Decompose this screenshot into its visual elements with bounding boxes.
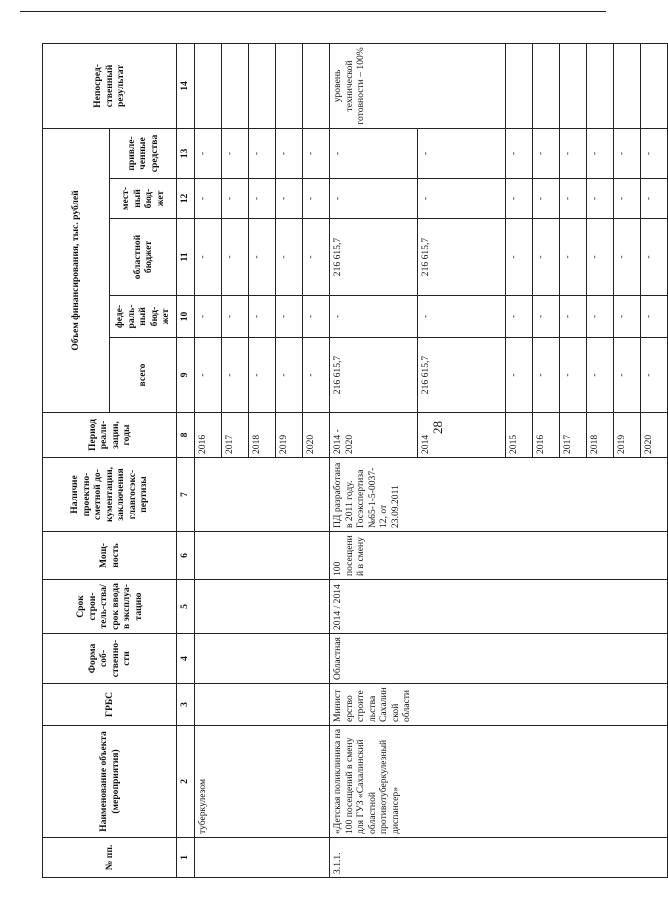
attracted-cell: - [330,128,418,178]
total-cell: - [614,338,641,413]
header-ownership: Форма соб-ственно-сти [43,634,177,684]
total-cell: 216 615,7 [330,338,418,413]
result-cell [249,43,276,128]
regional-cell: - [641,219,668,296]
local-cell: - [330,179,418,219]
attracted-cell: - [533,128,560,178]
federal-cell: - [506,296,533,338]
header-result: Непосред-ственный результат [43,43,177,128]
prev-grbs-cell [195,684,330,726]
total-cell: - [276,338,303,413]
prev-name-cell: туберкулезом [195,726,330,838]
period-cell: 2019 [614,413,641,458]
object-name-cell: «Детская поликлиника на 100 посещений в смену для ГУЗ «Сахалинский областной противотуберкулезный диспансер» [330,726,668,838]
regional-cell: - [249,219,276,296]
result-cell [506,43,533,128]
result-cell [303,43,330,128]
local-cell: - [195,179,222,219]
federal-cell: - [533,296,560,338]
total-cell: - [641,338,668,413]
col-number: 2 [177,726,195,838]
regional-cell: - [506,219,533,296]
financing-table-container [42,44,654,878]
attracted-cell: - [195,128,222,178]
federal-cell: - [303,296,330,338]
col-number: 4 [177,634,195,684]
object-result-cell: уровень технической готовности – 100% [330,43,506,128]
federal-cell: - [641,296,668,338]
object-ownership-cell: Областная [330,634,668,684]
col-number: 5 [177,580,195,634]
regional-cell: - [614,219,641,296]
attracted-cell: - [641,128,668,178]
header-grbs: ГРБС [43,684,177,726]
col-number: 6 [177,532,195,580]
col-number: 10 [177,296,195,338]
local-cell: - [506,179,533,219]
total-cell: - [587,338,614,413]
col-number: 8 [177,413,195,458]
result-cell [195,43,222,128]
local-cell: - [614,179,641,219]
total-cell: - [222,338,249,413]
local-cell: - [222,179,249,219]
col-number: 12 [177,179,195,219]
total-cell: - [533,338,560,413]
result-cell [560,43,587,128]
header-row [43,43,110,877]
local-cell: - [303,179,330,219]
col-number: 7 [177,458,195,532]
attracted-cell: - [614,128,641,178]
period-cell: 2017 [222,413,249,458]
total-cell: 216 615,7 [418,338,506,413]
federal-cell: - [330,296,418,338]
period-cell: 2020 [641,413,668,458]
regional-cell: - [587,219,614,296]
local-cell: - [249,179,276,219]
result-cell [587,43,614,128]
result-cell [641,43,668,128]
result-cell [276,43,303,128]
regional-cell: - [276,219,303,296]
period-cell: 2015 [506,413,533,458]
object-docs-cell: ПД разработана в 2011 году. Госэкспертиза №65-1-5-0037-12, от 23.09.2011 [330,458,668,532]
period-cell: 2016 [533,413,560,458]
local-cell: - [587,179,614,219]
header-regional: областной бюджет [110,219,177,296]
header-attracted: привле-ченные средства [110,128,177,178]
object-no-cell: 3.1.1. [330,838,668,878]
page-number: 28 [430,421,445,434]
federal-cell: - [614,296,641,338]
federal-cell: - [560,296,587,338]
header-period: Период реали-зации, годы [43,413,177,458]
object-capacity-cell: 100 посещений в смену [330,532,668,580]
federal-cell: - [195,296,222,338]
table-row [195,43,222,877]
period-cell: 2014 [418,413,506,458]
federal-cell: - [249,296,276,338]
regional-cell: - [303,219,330,296]
header-local: мест-ный бюд-жет [110,179,177,219]
local-cell: - [418,179,506,219]
prev-no-cell [195,838,330,878]
col-number: 1 [177,838,195,878]
attracted-cell: - [506,128,533,178]
prev-docs-cell [195,458,330,532]
local-cell: - [560,179,587,219]
attracted-cell: - [303,128,330,178]
regional-cell: - [560,219,587,296]
col-number: 9 [177,338,195,413]
header-rule [20,11,606,12]
attracted-cell: - [222,128,249,178]
col-number: 11 [177,219,195,296]
period-cell: 2017 [560,413,587,458]
regional-cell: 216 615,7 [418,219,506,296]
table-row [330,43,418,877]
period-cell: 2019 [276,413,303,458]
header-financing: Объем финансирования, тыс. рублей [43,128,110,412]
object-grbs-cell: Министерство строительства Сахалинской области [330,684,668,726]
regional-cell: 216 615,7 [330,219,418,296]
result-cell [614,43,641,128]
federal-cell: - [418,296,506,338]
prev-ownership-cell [195,634,330,684]
result-cell [533,43,560,128]
attracted-cell: - [249,128,276,178]
local-cell: - [641,179,668,219]
local-cell: - [533,179,560,219]
prev-term-cell [195,580,330,634]
column-number-row [177,43,195,877]
header-capacity: Мощ-ность [43,532,177,580]
attracted-cell: - [276,128,303,178]
federal-cell: - [276,296,303,338]
period-cell: 2016 [195,413,222,458]
col-number: 13 [177,128,195,178]
federal-cell: - [222,296,249,338]
prev-capacity-cell [195,532,330,580]
header-name: Наименование объекта (мероприятия) [43,726,177,838]
regional-cell: - [533,219,560,296]
period-cell: 2020 [303,413,330,458]
col-number: 3 [177,684,195,726]
local-cell: - [276,179,303,219]
attracted-cell: - [560,128,587,178]
regional-cell: - [195,219,222,296]
attracted-cell: - [418,128,506,178]
regional-cell: - [222,219,249,296]
total-cell: - [303,338,330,413]
header-federal: феде-раль-ный бюд-жет [110,296,177,338]
header-no: № пп. [43,838,177,878]
attracted-cell: - [587,128,614,178]
total-cell: - [195,338,222,413]
total-cell: - [249,338,276,413]
financing-table [42,43,668,878]
header-docs: Наличие проектно-сметной до-кументации, заключения главгосэкс-пертизы [43,458,177,532]
result-cell [222,43,249,128]
header-term: Срок строи-тель-ства/срок ввода в эксплуа-тацию [43,580,177,634]
object-term-cell: 2014 / 2014 [330,580,668,634]
total-cell: - [506,338,533,413]
federal-cell: - [587,296,614,338]
total-cell: - [560,338,587,413]
col-number: 14 [177,43,195,128]
header-total: всего [110,338,177,413]
period-cell: 2018 [249,413,276,458]
period-cell: 2018 [587,413,614,458]
period-cell: 2014 - 2020 [330,413,418,458]
